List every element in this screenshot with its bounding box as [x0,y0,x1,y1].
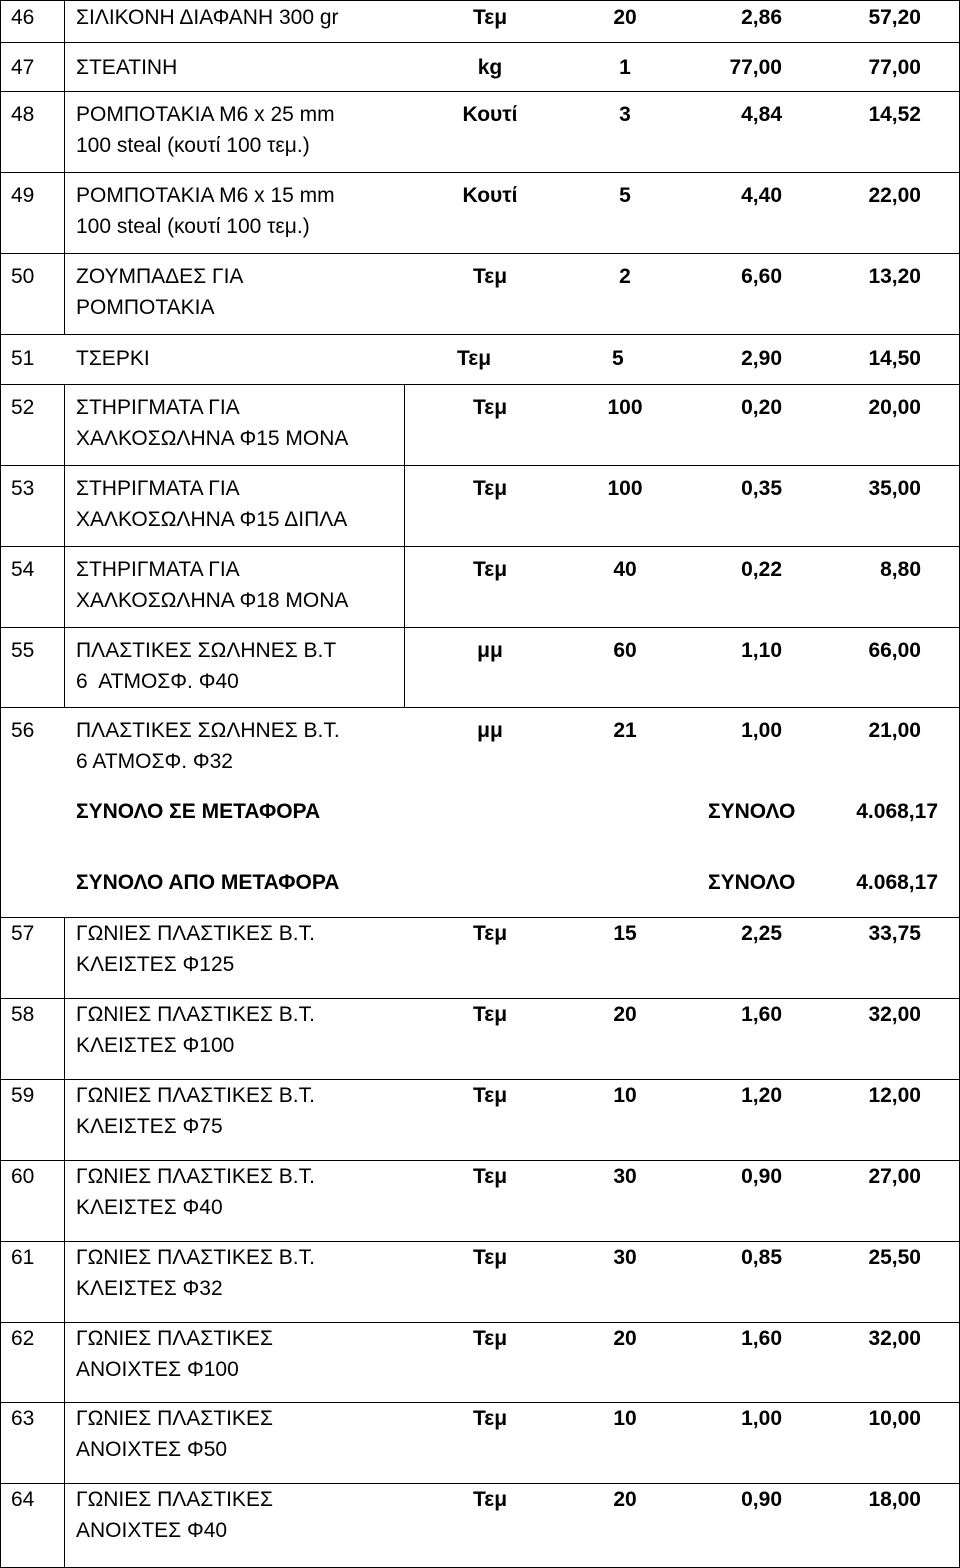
item-number: 55 [11,639,35,662]
item-total: 21,00 [868,719,921,742]
item-description: ΣΤΕΑΤΙΝΗ [76,56,178,79]
item-total: 33,75 [868,922,921,945]
item-unit: Τεμ [472,477,508,500]
item-unit: Τεμ [472,265,508,288]
item-total: 57,20 [868,6,921,29]
item-description: ΖΟΥΜΠΑΔΕΣ ΓΙΑ ΡΟΜΠΟΤΑΚΙΑ [76,265,244,319]
item-total: 66,00 [868,639,921,662]
item-quantity: 20 [613,1327,637,1350]
item-total: 20,00 [868,396,921,419]
item-quantity: 3 [619,103,631,126]
item-unit-price: 2,90 [741,347,782,370]
item-quantity: 100 [607,477,643,500]
item-number: 59 [11,1084,35,1107]
item-number: 61 [11,1246,35,1269]
item-unit-price: 0,22 [741,558,782,581]
item-total: 77,00 [868,56,921,79]
item-total: 22,00 [868,184,921,207]
item-number: 56 [11,719,35,742]
item-quantity: 1 [619,56,631,79]
item-number: 53 [11,477,35,500]
item-total: 10,00 [868,1407,921,1430]
item-quantity: 40 [613,558,637,581]
item-total: 14,52 [868,103,921,126]
item-description: ΓΩΝΙΕΣ ΠΛΑΣΤΙΚΕΣ Β.Τ. ΚΛΕΙΣΤΕΣ Φ32 [76,1246,315,1300]
item-description: ΠΛΑΣΤΙΚΕΣ ΣΩΛΗΝΕΣ Β.Τ. 6 ΑΤΜΟΣΦ. Φ32 [76,719,340,773]
item-number: 50 [11,265,35,288]
item-number: 54 [11,558,35,581]
item-unit: Τεμ [472,558,508,581]
item-unit: Τεμ [472,922,508,945]
item-total: 32,00 [868,1003,921,1026]
subtotal-carried-sum-label: ΣΥΝΟΛΟ [708,800,796,823]
item-number: 58 [11,1003,35,1026]
item-quantity: 5 [619,184,631,207]
item-unit-price: 77,00 [729,56,782,79]
subtotal-brought-label: ΣΥΝΟΛΟ ΑΠΟ ΜΕΤΑΦΟΡΑ [76,871,340,894]
item-quantity: 100 [607,396,643,419]
item-quantity: 20 [613,6,637,29]
item-total: 8,80 [880,558,921,581]
item-unit-price: 0,85 [741,1246,782,1269]
item-description: ΣΤΗΡΙΓΜΑΤΑ ΓΙΑ ΧΑΛΚΟΣΩΛΗΝΑ Φ15 ΔΙΠΛΑ [76,477,348,531]
item-unit-price: 0,35 [741,477,782,500]
item-description: ΓΩΝΙΕΣ ΠΛΑΣΤΙΚΕΣ Β.Τ. ΚΛΕΙΣΤΕΣ Φ100 [76,1003,315,1057]
item-quantity: 20 [613,1003,637,1026]
item-number: 64 [11,1488,35,1511]
item-unit-price: 1,60 [741,1327,782,1350]
subtotal-carried-label: ΣΥΝΟΛΟ ΣΕ ΜΕΤΑΦΟΡΑ [76,800,321,823]
item-total: 12,00 [868,1084,921,1107]
item-number: 62 [11,1327,35,1350]
item-description: ΓΩΝΙΕΣ ΠΛΑΣΤΙΚΕΣ Β.Τ. ΚΛΕΙΣΤΕΣ Φ75 [76,1084,315,1138]
item-unit-price: 6,60 [741,265,782,288]
item-unit-price: 1,20 [741,1084,782,1107]
subtotal-brought-sum-label: ΣΥΝΟΛΟ [708,871,796,894]
item-unit-price: 0,90 [741,1165,782,1188]
item-unit-price: 1,60 [741,1003,782,1026]
item-total: 35,00 [868,477,921,500]
item-total: 27,00 [868,1165,921,1188]
item-number: 57 [11,922,35,945]
item-unit-price: 4,84 [741,103,782,126]
item-description: ΠΛΑΣΤΙΚΕΣ ΣΩΛΗΝΕΣ Β.Τ 6 ΑΤΜΟΣΦ. Φ40 [76,639,337,693]
item-quantity: 5 [612,347,624,370]
item-unit: Τεμ [472,1407,508,1430]
item-quantity: 60 [613,639,637,662]
item-unit-price: 0,90 [741,1488,782,1511]
item-quantity: 10 [613,1407,637,1430]
item-unit: μμ [477,719,503,742]
item-unit: Τεμ [472,1488,508,1511]
item-unit: Τεμ [472,1084,508,1107]
item-description: ΓΩΝΙΕΣ ΠΛΑΣΤΙΚΕΣ ΑΝΟΙΧΤΕΣ Φ40 [76,1488,273,1542]
item-quantity: 2 [619,265,631,288]
item-total: 25,50 [868,1246,921,1269]
item-unit: Τεμ [472,1246,508,1269]
item-quantity: 20 [613,1488,637,1511]
item-quantity: 30 [613,1246,637,1269]
item-description: ΡΟΜΠΟΤΑΚΙΑ Μ6 x 15 mm 100 steal (κουτί 100 τεμ.) [76,184,335,238]
item-number: 49 [11,184,35,207]
item-unit-price: 2,25 [741,922,782,945]
item-unit: μμ [477,639,503,662]
item-number: 52 [11,396,35,419]
item-number: 46 [11,6,35,29]
item-unit: Τεμ [472,1003,508,1026]
item-unit-price: 1,10 [741,639,782,662]
item-unit-price: 1,00 [741,719,782,742]
item-unit-price: 4,40 [741,184,782,207]
item-description: ΡΟΜΠΟΤΑΚΙΑ Μ6 x 25 mm 100 steal (κουτί 100 τεμ.) [76,103,335,157]
item-description: ΣΙΛΙΚΟΝΗ ΔΙΑΦΑΝΗ 300 gr [76,6,339,29]
item-total: 13,20 [868,265,921,288]
item-total: 18,00 [868,1488,921,1511]
subtotal-brought-sum: 4.068,17 [856,871,938,894]
item-number: 48 [11,103,35,126]
item-description: ΓΩΝΙΕΣ ΠΛΑΣΤΙΚΕΣ ΑΝΟΙΧΤΕΣ Φ100 [76,1327,273,1381]
item-unit: Τεμ [472,1165,508,1188]
item-description: ΓΩΝΙΕΣ ΠΛΑΣΤΙΚΕΣ Β.Τ. ΚΛΕΙΣΤΕΣ Φ40 [76,1165,315,1219]
item-number: 47 [11,56,35,79]
item-unit: Τεμ [472,1327,508,1350]
item-unit: Τεμ [472,396,508,419]
item-description: ΣΤΗΡΙΓΜΑΤΑ ΓΙΑ ΧΑΛΚΟΣΩΛΗΝΑ Φ18 ΜΟΝΑ [76,558,349,612]
item-unit: Κουτί [462,184,518,207]
item-quantity: 10 [613,1084,637,1107]
item-number: 63 [11,1407,35,1430]
item-total: 32,00 [868,1327,921,1350]
item-quantity: 15 [613,922,637,945]
item-unit: Τεμ [472,6,508,29]
item-quantity: 21 [613,719,637,742]
subtotal-carried-sum: 4.068,17 [856,800,938,823]
item-unit: Τεμ [457,347,492,370]
item-unit: Κουτί [462,103,518,126]
item-description: ΤΣΕΡΚΙ [76,347,150,370]
item-description: ΓΩΝΙΕΣ ΠΛΑΣΤΙΚΕΣ ΑΝΟΙΧΤΕΣ Φ50 [76,1407,273,1461]
item-total: 14,50 [868,347,921,370]
item-unit-price: 2,86 [741,6,782,29]
item-unit-price: 1,00 [741,1407,782,1430]
item-description: ΣΤΗΡΙΓΜΑΤΑ ΓΙΑ ΧΑΛΚΟΣΩΛΗΝΑ Φ15 ΜΟΝΑ [76,396,349,450]
item-number: 51 [11,347,35,370]
item-description: ΓΩΝΙΕΣ ΠΛΑΣΤΙΚΕΣ Β.Τ. ΚΛΕΙΣΤΕΣ Φ125 [76,922,315,976]
item-quantity: 30 [613,1165,637,1188]
item-unit: kg [477,56,503,79]
item-unit-price: 0,20 [741,396,782,419]
item-number: 60 [11,1165,35,1188]
